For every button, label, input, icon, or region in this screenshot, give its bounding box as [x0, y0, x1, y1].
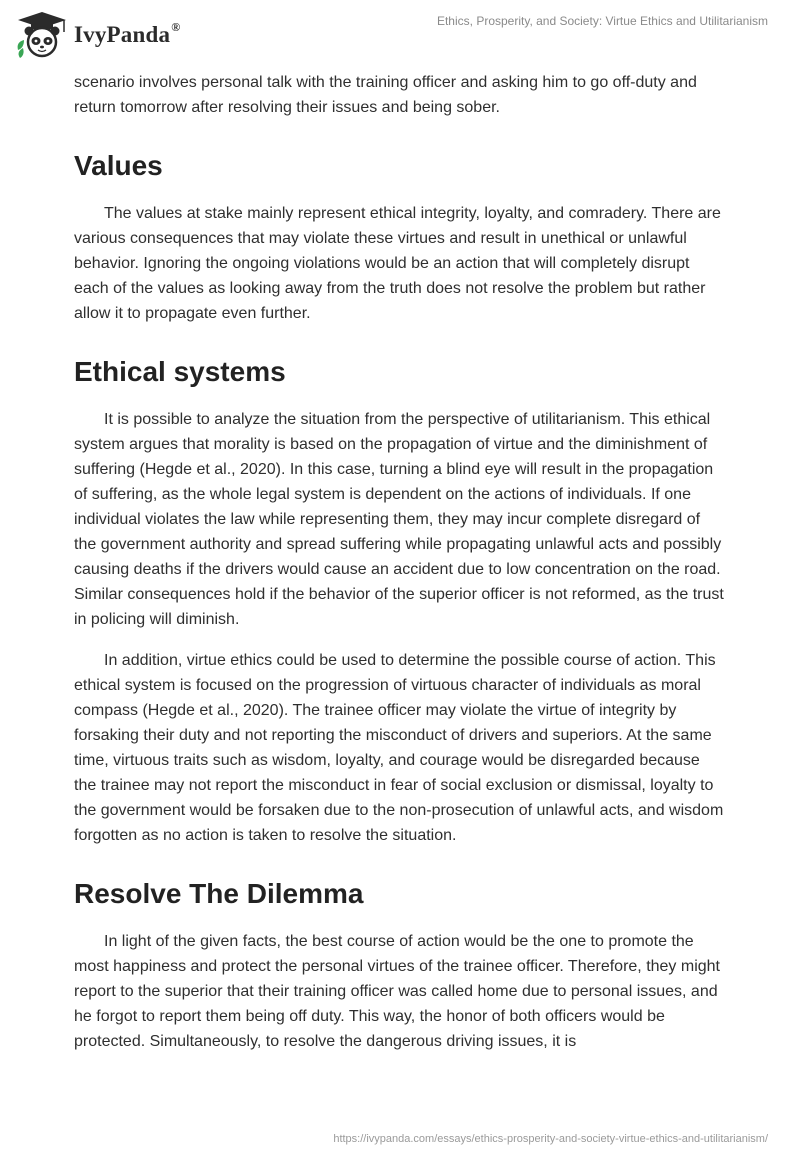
paragraph: In light of the given facts, the best course of action would be the one to promote the most happiness and protect the personal virtues of the trainee officer. Therefore, they might report to the superior that their training officer was called home due to personal issues, and he forgot to report them being off duty. This way, the honor of both officers would be protected. Simultaneously, to resolve the dangerous driving issues, it is	[74, 933, 720, 1050]
section-heading-ethical-systems: Ethical systems	[74, 356, 286, 387]
source-url[interactable]: https://ivypanda.com/essays/ethics-prosperity-and-society-virtue-ethics-and-utilitarianism/	[333, 1133, 768, 1145]
page-header	[0, 0, 800, 70]
section-heading-resolve-the-dilemma: Resolve The Dilemma	[74, 878, 364, 909]
paragraph: It is possible to analyze the situation from the perspective of utilitarianism. This ethical system argues that morality is based on the propagation of virtue and the diminishment of suffering (Hegde et al., 2020). In this case, turning a blind eye will result in the propagation of suffering, as the whole legal system is dependent on the actions of individuals. If one individual violates the law while representing them, they may incur complete disregard of the government authority and spread suffering while propagating unlawful acts and possibly causing deaths if the drivers would cause an accident due to low concentration on the road. Similar consequences hold if the behavior of the superior officer is not reformed, as the trust in policing will diminish.	[74, 411, 724, 628]
essay-body	[74, 70, 726, 1054]
ivypanda-logo[interactable]	[14, 10, 180, 60]
document-title: Ethics, Prosperity, and Society: Virtue Ethics and Utilitarianism	[436, 14, 768, 28]
section-heading-values: Values	[74, 150, 163, 181]
brand-name: IvyPanda®	[74, 20, 181, 47]
panda-graduate-icon	[14, 10, 70, 60]
paragraph: In addition, virtue ethics could be used to determine the possible course of action. This ethical system is focused on the progression of virtuous character of individuals as moral compass (Hegde et al., 2020). The trainee officer may violate the virtue of integrity by forsaking their duty and not reporting the misconduct of drivers and superiors. At the same time, virtuous traits such as wisdom, loyalty, and courage would be disregarded because the trainee may not report the misconduct in fear of social exclusion or dismissal, loyalty to the government would be forsaken due to the non-prosecution of unlawful acts, and wisdom forgotten as no action is taken to resolve the situation.	[74, 652, 724, 844]
intro-paragraph: scenario involves personal talk with the training officer and asking him to go off-duty and return tomorrow after resolving their issues and being sober.	[74, 74, 697, 116]
paragraph: The values at stake mainly represent ethical integrity, loyalty, and comradery. There are various consequences that may violate these virtues and result in unethical or unlawful behavior. Ignoring the ongoing violations would be an action that will completely disrupt each of the values as looking away from the truth does not resolve the problem but rather allow it to propagate even further.	[74, 205, 721, 322]
